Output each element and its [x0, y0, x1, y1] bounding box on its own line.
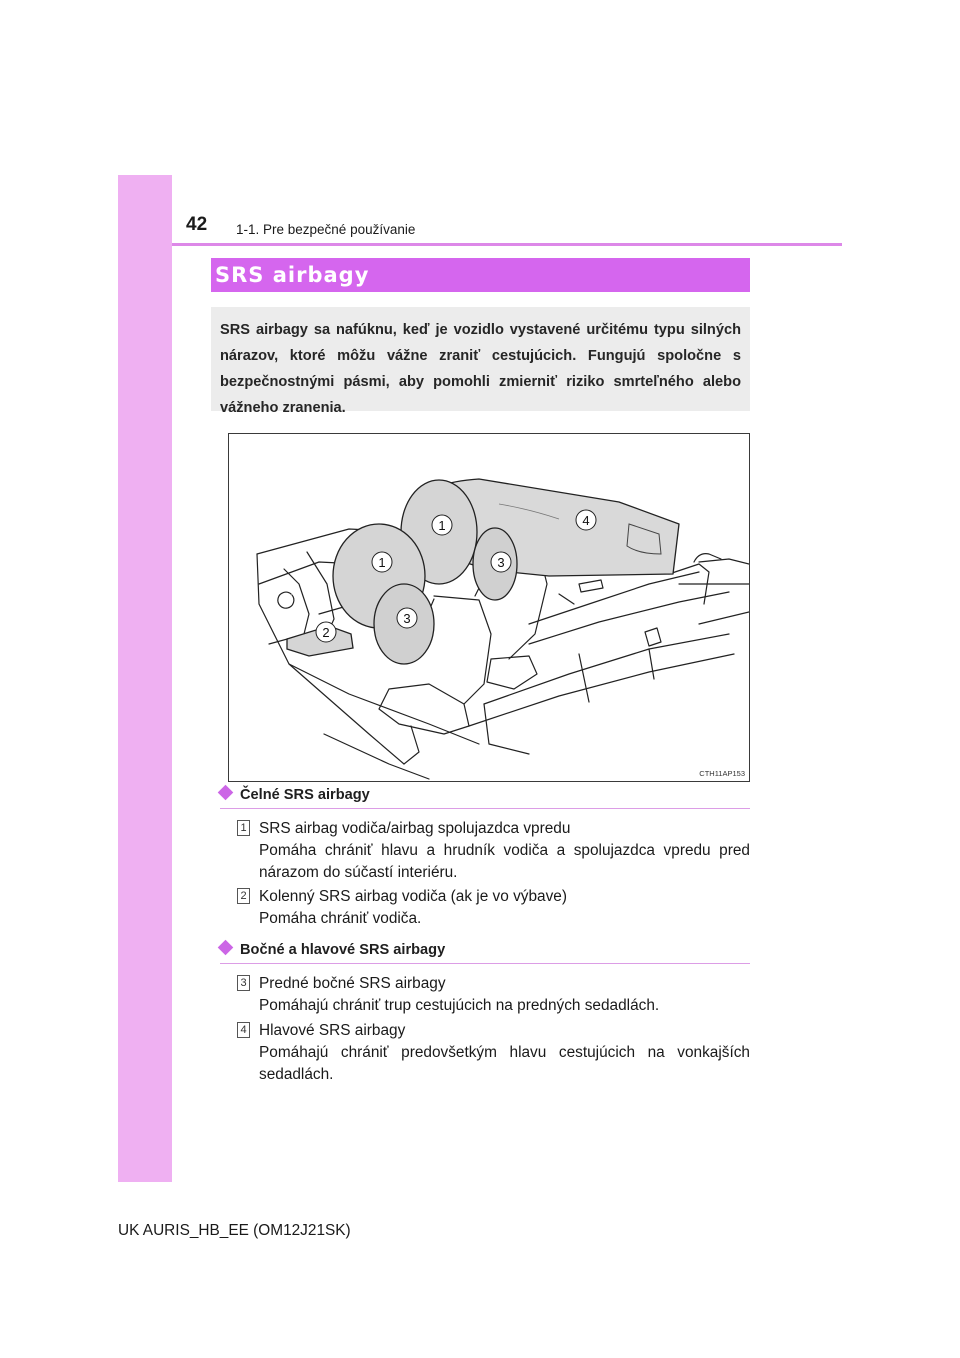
- item-title: Predné bočné SRS airbagy: [259, 975, 446, 992]
- item-title: SRS airbag vodiča/airbag spolujazdca vpredu: [259, 820, 571, 837]
- svg-text:4: 4: [582, 513, 590, 528]
- list-item: [237, 886, 750, 930]
- section-heading-text: Bočné a hlavové SRS airbagy: [240, 942, 446, 958]
- svg-text:1: 1: [438, 518, 446, 533]
- item-description: Pomáha chrániť hlavu a hrudník vodiča a spolujazdca vpredu pred nárazom do súčastí interiéru.: [259, 842, 750, 881]
- item-number-badge: 1: [237, 820, 250, 836]
- svg-text:1: 1: [378, 555, 386, 570]
- svg-text:3: 3: [497, 555, 505, 570]
- callout-2: [316, 622, 336, 642]
- item-description: Pomáhajú chrániť trup cestujúcich na predných sedadlách.: [259, 997, 660, 1014]
- svg-text:3: 3: [403, 611, 411, 626]
- item-title: Kolenný SRS airbag vodiča (ak je vo výbave): [259, 888, 567, 905]
- callout-1-upper: [432, 515, 452, 535]
- intro-text: SRS airbagy sa nafúknu, keď je vozidlo vystavené určitému typu silných nárazov, ktoré môžu vážne zraniť cestujúcich. Fungujú spoločne s bezpečnostnými pásmi, aby pomohli zmierniť riziko smrteľného alebo vážneho zranenia.: [220, 322, 741, 416]
- section-rule: [220, 808, 750, 809]
- car-interior-drawing: [229, 434, 750, 782]
- intro-box: [211, 307, 750, 416]
- item-number-badge: 4: [237, 1022, 250, 1038]
- list-item: [237, 818, 750, 884]
- svg-text:2: 2: [322, 625, 330, 640]
- page-title: SRS airbagy: [215, 263, 370, 287]
- section-heading-side: [220, 942, 445, 958]
- callout-3-driver: [397, 608, 417, 628]
- figure-code: CTH11AP153: [699, 769, 745, 778]
- item-number-badge: 3: [237, 975, 250, 991]
- title-bar: [211, 258, 750, 292]
- item-number-badge: 2: [237, 888, 250, 904]
- item-title: Hlavové SRS airbagy: [259, 1022, 406, 1039]
- callout-3-passenger: [491, 552, 511, 572]
- callout-4: [576, 510, 596, 530]
- section-heading-text: Čelné SRS airbagy: [240, 787, 370, 803]
- section-heading-front: [220, 787, 370, 803]
- section-label: 1-1. Pre bezpečné používanie: [236, 222, 416, 237]
- diamond-bullet-icon: [218, 940, 234, 956]
- page-number: 42: [186, 214, 208, 235]
- diamond-bullet-icon: [218, 785, 234, 801]
- section-rule: [220, 963, 750, 964]
- footer-model-code: UK AURIS_HB_EE (OM12J21SK): [118, 1222, 351, 1239]
- item-description: Pomáhajú chrániť predovšetkým hlavu cestujúcich na vonkajších sedadlách.: [259, 1044, 750, 1083]
- list-item: [237, 973, 750, 1017]
- airbag-illustration: [228, 433, 750, 782]
- side-color-strip: [118, 175, 172, 1182]
- item-description: Pomáha chrániť vodiča.: [259, 910, 422, 927]
- header-rule: [172, 243, 842, 246]
- list-item: [237, 1020, 750, 1086]
- callout-1-lower: [372, 552, 392, 572]
